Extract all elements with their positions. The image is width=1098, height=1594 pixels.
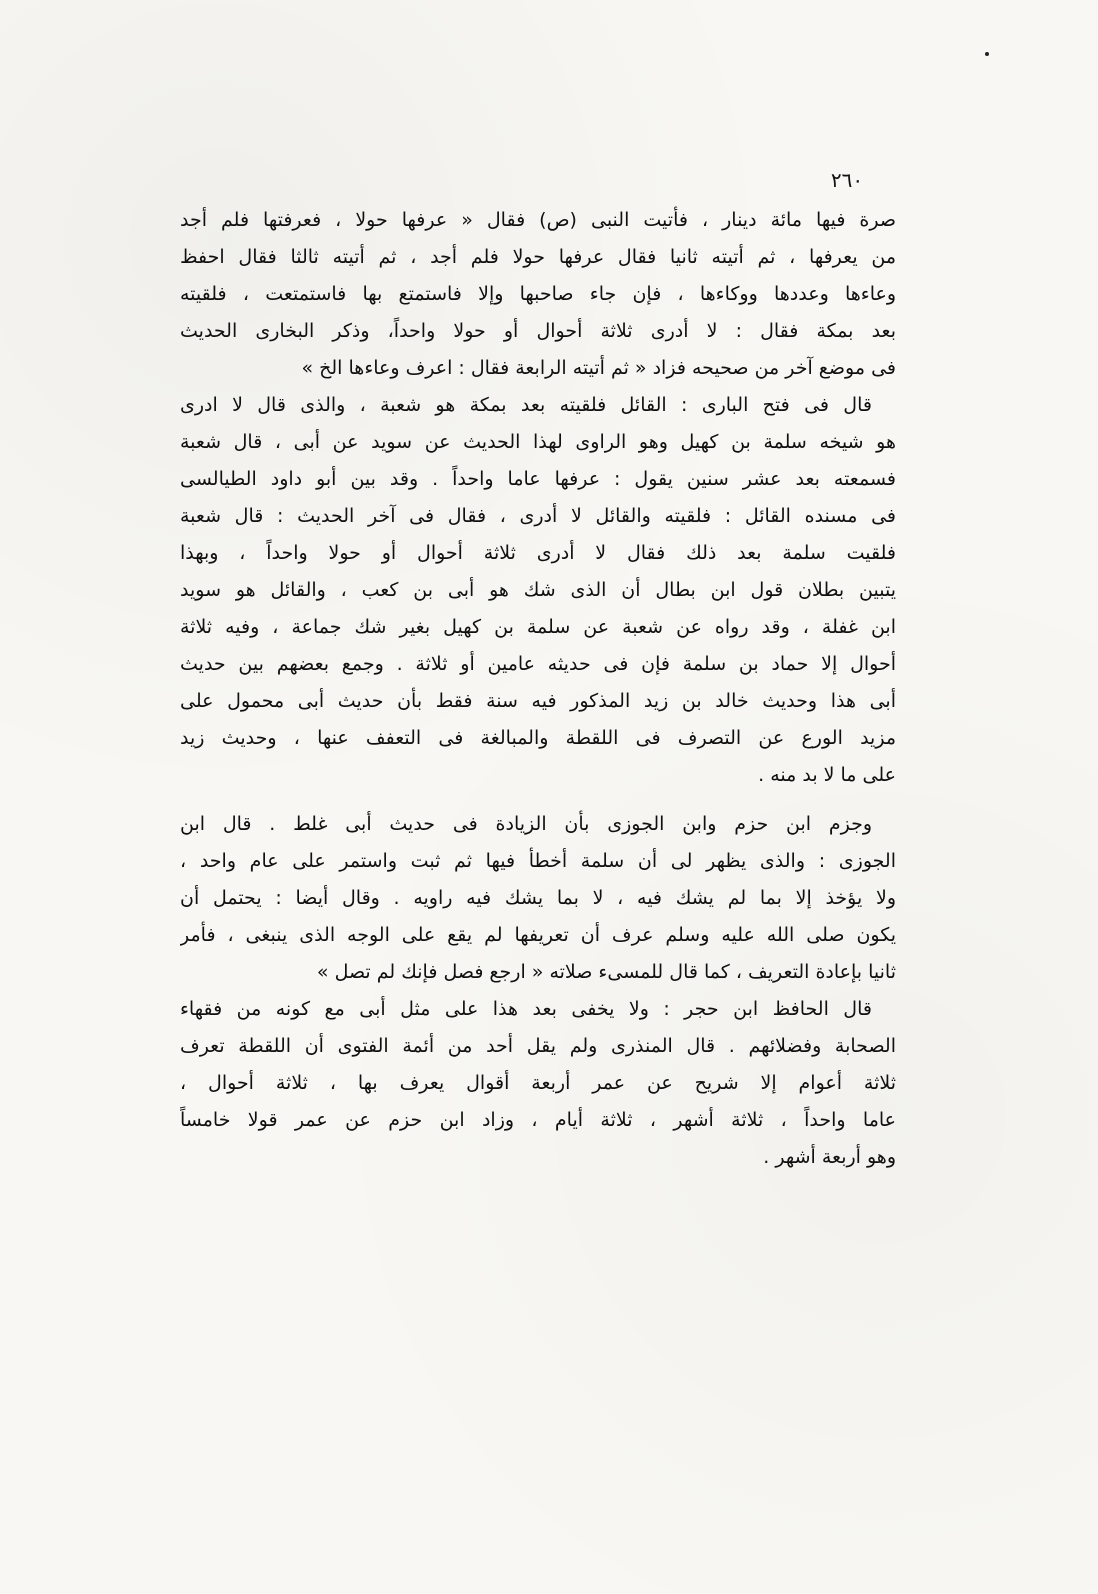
text-line: فى مسنده القائل : فلقيته والقائل لا أدرى ، فقال فى آخر الحديث : قال شعبة xyxy=(180,505,896,527)
text-line: ثانيا بإعادة التعريف ، كما قال للمسىء صلاته « ارجع فصل فإنك لم تصل » xyxy=(316,961,896,983)
text-line: ثلاثة أعوام إلا شريح عن عمر أربعة أقوال يعرف بها ، ثلاثة أحوال ، xyxy=(180,1072,896,1094)
text-line: الصحابة وفضلائهم . قال المنذرى ولم يقل أحد من أئمة الفتوى أن اللقطة تعرف xyxy=(180,1035,896,1057)
text-line: وعاءها وعددها ووكاءها ، فإن جاء صاحبها وإلا فاستمتع بها فاستمتعت ، فلقيته xyxy=(180,283,896,305)
text-line: صرة فيها مائة دينار ، فأتيت النبى (ص) فقال « عرفها حولا ، فعرفتها فلم أجد xyxy=(180,209,896,231)
text-line: قال الحافظ ابن حجر : ولا يخفى بعد هذا على مثل أبى مع كونه من فقهاء xyxy=(180,998,872,1020)
text-line: مزيد الورع عن التصرف فى اللقطة والمبالغة فى التعفف عنها ، وحديث زيد xyxy=(180,727,896,749)
text-line: يتبين بطلان قول ابن بطال أن الذى شك هو أبى بن كعب ، والقائل هو سويد xyxy=(180,579,896,601)
text-line: من يعرفها ، ثم أتيته ثانيا فقال عرفها حولا فلم أجد ، ثم أتيته ثالثا فقال احفظ xyxy=(180,246,896,268)
paragraph-gap xyxy=(180,794,896,806)
text-line: وجزم ابن حزم وابن الجوزى بأن الزيادة فى حديث أبى غلط . قال ابن xyxy=(180,813,872,835)
text-line: هو شيخه سلمة بن كهيل وهو الراوى لهذا الحديث عن سويد عن أبى ، قال شعبة xyxy=(180,431,896,453)
page-number: ٢٦٠ xyxy=(830,168,864,192)
text-line: فى موضع آخر من صحيحه فزاد « ثم أتيته الرابعة فقال : اعرف وعاءها الخ » xyxy=(301,357,896,379)
text-line: يكون صلى الله عليه وسلم عرف أن تعريفها لم يقع على الوجه الذى ينبغى ، فأمر xyxy=(180,924,896,946)
text-line: قال فى فتح البارى : القائل فلقيته بعد بمكة هو شعبة ، والذى قال لا ادرى xyxy=(180,394,872,416)
text-line: أبى هذا وحديث خالد بن زيد المذكور فيه سنة فقط بأن حديث أبى محمول على xyxy=(180,690,896,712)
text-line: فلقيت سلمة بعد ذلك فقال لا أدرى ثلاثة أحوال أو حولا واحداً ، وبهذا xyxy=(180,542,896,564)
text-line: أحوال إلا حماد بن سلمة فإن فى حديثه عامين أو ثلاثة . وجمع بعضهم بين حديث xyxy=(180,653,896,675)
text-line: بعد بمكة فقال : لا أدرى ثلاثة أحوال أو حولا واحداً، وذكر البخارى الحديث xyxy=(180,320,896,342)
text-line: وهو أربعة أشهر . xyxy=(763,1146,896,1168)
body-text xyxy=(180,202,896,1176)
text-line: الجوزى : والذى يظهر لى أن سلمة أخطأ فيها ثم ثبت واستمر على عام واحد ، xyxy=(180,850,896,872)
ink-dot xyxy=(985,52,989,56)
text-line: ابن غفلة ، وقد رواه عن شعبة عن سلمة بن كهيل بغير شك جماعة ، وفيه ثلاثة xyxy=(180,616,896,638)
text-line: فسمعته بعد عشر سنين يقول : عرفها عاما واحداً . وقد بين أبو داود الطيالسى xyxy=(180,468,896,490)
text-line: عاما واحداً ، ثلاثة أشهر ، ثلاثة أيام ، وزاد ابن حزم عن عمر قولا خامساً xyxy=(180,1109,896,1131)
text-line: على ما لا بد منه . xyxy=(758,764,896,786)
text-line: ولا يؤخذ إلا بما لم يشك فيه ، لا بما يشك فيه راويه . وقال أيضا : يحتمل أن xyxy=(180,887,896,909)
